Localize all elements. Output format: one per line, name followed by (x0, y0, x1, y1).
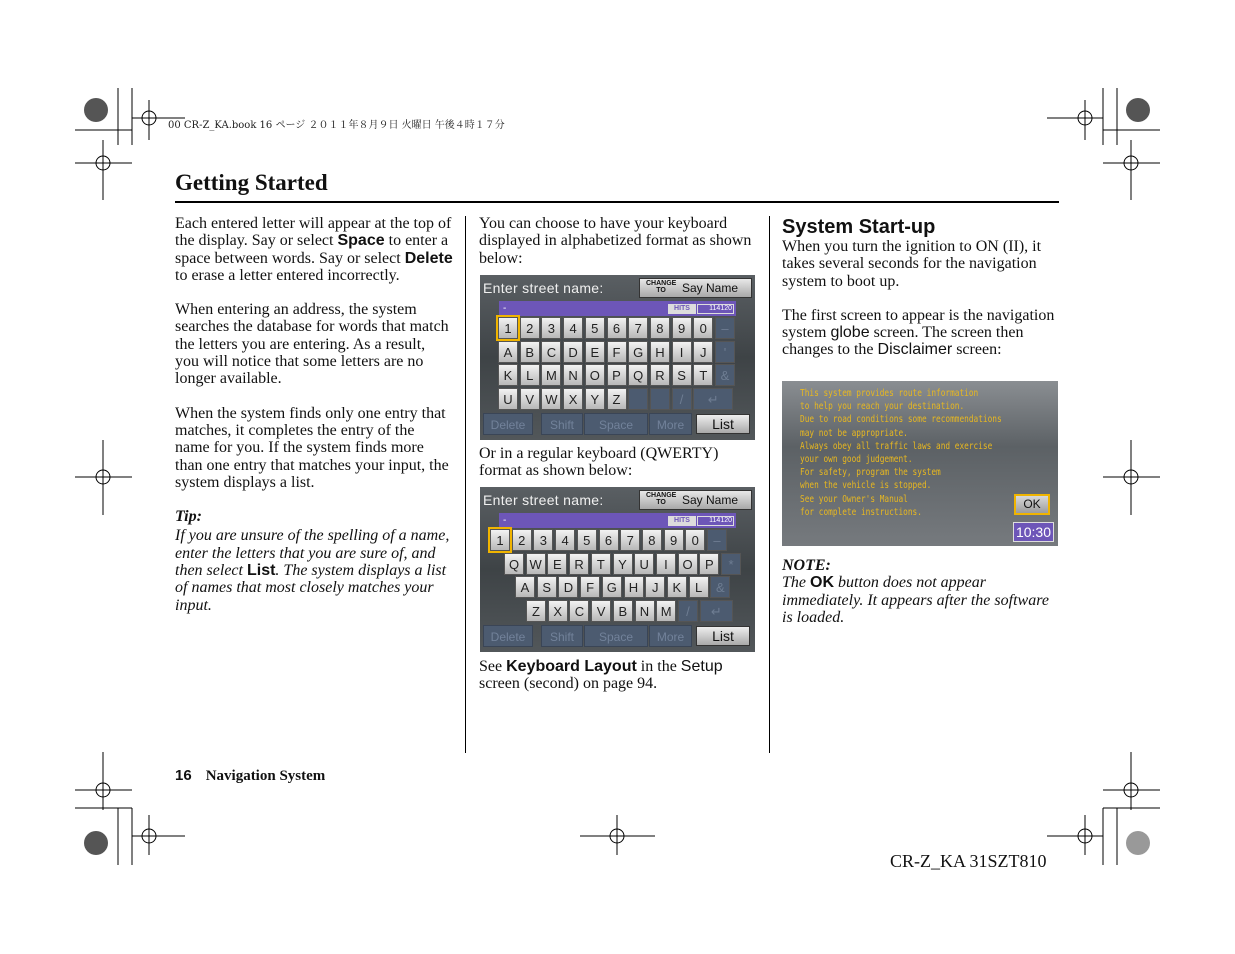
paragraph: When you turn the ignition to ON (II), it takes several seconds for the navigation system to boot up. (782, 238, 1042, 290)
shift-button: Shift (541, 413, 583, 435)
key-U[interactable]: U (634, 553, 654, 575)
key-T[interactable]: T (591, 553, 611, 575)
page-title: Getting Started (175, 170, 328, 195)
key-A[interactable]: A (498, 341, 518, 363)
disclaimer-line: when the vehicle is stopped. (800, 480, 932, 492)
key-&: & (715, 364, 735, 386)
key-C[interactable]: C (541, 341, 561, 363)
key-7[interactable]: 7 (620, 529, 640, 551)
key-W[interactable]: W (526, 553, 546, 575)
entry-cursor: - (503, 303, 507, 314)
key-V[interactable]: V (591, 600, 611, 622)
key-4[interactable]: 4 (563, 317, 583, 339)
key-F[interactable]: F (607, 341, 627, 363)
key-K[interactable]: K (498, 364, 518, 386)
key-0[interactable]: 0 (693, 317, 713, 339)
key-E[interactable]: E (547, 553, 567, 575)
key-N[interactable]: N (563, 364, 583, 386)
key-D[interactable]: D (563, 341, 583, 363)
key-E[interactable]: E (585, 341, 605, 363)
entry-field[interactable] (499, 513, 736, 528)
key-0[interactable]: 0 (685, 529, 705, 551)
key-↵: ↵ (693, 388, 733, 410)
more-button: More (649, 413, 692, 435)
disclaimer-line: may not be appropriate. (800, 427, 908, 439)
column-3 (782, 216, 1062, 376)
paragraph: The first screen to appear is the navigation system globe screen. The screen then changes to the Disclaimer screen: (782, 306, 1055, 359)
entry-field[interactable] (499, 301, 736, 316)
key-&: & (710, 576, 730, 598)
key-X[interactable]: X (548, 600, 568, 622)
column-1 (175, 215, 453, 631)
prompt-label: Enter street name: (483, 280, 604, 296)
key-G[interactable]: G (602, 576, 622, 598)
more-button: More (649, 625, 692, 647)
key-4[interactable]: 4 (555, 529, 575, 551)
key-L[interactable]: L (520, 364, 540, 386)
key-H[interactable]: H (650, 341, 670, 363)
key-W[interactable]: W (541, 388, 561, 410)
key-↵: ↵ (700, 600, 733, 622)
note-label: NOTE: (782, 557, 831, 574)
key-J[interactable]: J (645, 576, 665, 598)
key-K[interactable]: K (667, 576, 687, 598)
ok-button[interactable]: OK (1014, 494, 1050, 515)
column-divider (769, 216, 770, 753)
key-/: / (672, 388, 692, 410)
key-blank (628, 388, 648, 410)
key-S[interactable]: S (537, 576, 557, 598)
key-A[interactable]: A (515, 576, 535, 598)
key-R[interactable]: R (650, 364, 670, 386)
note-text: The OK button does not appear immediately. It appears after the software is loaded. (782, 574, 1049, 626)
paragraph: When entering an address, the system searches the database for words that match the letters you are entering. As a result, you will notice that some letters are no longer available. (175, 301, 449, 388)
key-R[interactable]: R (569, 553, 589, 575)
key-N[interactable]: N (635, 600, 655, 622)
change-to-label: CHANGE TO (646, 492, 677, 506)
alphabet-keyboard-screen (480, 275, 755, 440)
key-Y[interactable]: Y (613, 553, 633, 575)
key-8[interactable]: 8 (650, 317, 670, 339)
list-button[interactable]: List (696, 414, 750, 434)
tip-label: Tip: (175, 508, 202, 526)
delete-button: Delete (483, 413, 533, 435)
print-header: 00 CR-Z_KA.book 16 ページ ２０１１年８月９日 火曜日 午後４時１７分 (168, 120, 505, 131)
hits-count: 114120 (697, 304, 734, 314)
page-footer (175, 767, 325, 785)
key-9[interactable]: 9 (672, 317, 692, 339)
key-J[interactable]: J (693, 341, 713, 363)
key-Q[interactable]: Q (504, 553, 524, 575)
key-–: – (715, 317, 735, 339)
key-blank (650, 388, 670, 410)
change-to-say-name-button[interactable] (639, 490, 752, 510)
disclaimer-line: for complete instructions. (800, 506, 922, 518)
shift-button: Shift (541, 625, 583, 647)
see-reference: See Keyboard Layout in the Setup screen (second) on page 94. (479, 658, 723, 693)
key-Z[interactable]: Z (607, 388, 627, 410)
say-name-label: Say Name (682, 493, 739, 507)
key-Z[interactable]: Z (526, 600, 546, 622)
qwerty-keyboard-screen (480, 487, 755, 652)
disclaimer-line: to help you reach your destination. (800, 401, 965, 413)
title-rule (175, 201, 1059, 203)
key-H[interactable]: H (624, 576, 644, 598)
key-L[interactable]: L (689, 576, 709, 598)
key-B[interactable]: B (520, 341, 540, 363)
key-/: / (678, 600, 698, 622)
key-V[interactable]: V (520, 388, 540, 410)
key-G[interactable]: G (628, 341, 648, 363)
key-': ' (715, 341, 735, 363)
qwerty-intro: Or in a regular keyboard (QWERTY) format as shown below: (479, 445, 719, 480)
key-8[interactable]: 8 (642, 529, 662, 551)
key-9[interactable]: 9 (664, 529, 684, 551)
key-5[interactable]: 5 (585, 317, 605, 339)
disclaimer-text (800, 387, 1002, 519)
key-O[interactable]: O (678, 553, 698, 575)
disclaimer-line: See your Owner's Manual (800, 493, 908, 505)
hits-count: 114120 (697, 516, 734, 526)
key-T[interactable]: T (693, 364, 713, 386)
key-2[interactable]: 2 (512, 529, 532, 551)
key-P[interactable]: P (607, 364, 627, 386)
key-B[interactable]: B (613, 600, 633, 622)
page-number: 16 (175, 767, 192, 784)
clock: 10:30 (1013, 522, 1054, 542)
disclaimer-line: For safety, program the system (800, 467, 941, 479)
hits-label: HITS (668, 304, 696, 314)
key-3[interactable]: 3 (541, 317, 561, 339)
keyboard-intro: You can choose to have your keyboard displayed in alphabetized format as shown below: (479, 215, 752, 267)
say-name-label: Say Name (682, 281, 739, 295)
space-button: Space (584, 413, 648, 435)
key-6[interactable]: 6 (599, 529, 619, 551)
key-2[interactable]: 2 (520, 317, 540, 339)
column-divider (465, 216, 466, 753)
disclaimer-line: your own good judgement. (800, 454, 913, 466)
section-heading: System Start-up (782, 216, 936, 238)
disclaimer-screen (782, 381, 1058, 546)
key-3[interactable]: 3 (533, 529, 553, 551)
hits-label: HITS (668, 516, 696, 526)
note (782, 557, 1062, 626)
key-*: * (721, 553, 741, 575)
key-7[interactable]: 7 (628, 317, 648, 339)
entry-cursor: - (503, 515, 507, 526)
key-I[interactable]: I (672, 341, 692, 363)
list-button[interactable]: List (696, 626, 750, 646)
key-I[interactable]: I (656, 553, 676, 575)
paragraph: Each entered letter will appear at the top of the display. Say or select Space to enter a space between words. Say or select Delete to erase a letter entered incorrectly. (175, 215, 453, 284)
key-Y[interactable]: Y (585, 388, 605, 410)
change-to-say-name-button[interactable] (639, 278, 752, 298)
document-code: CR-Z_KA 31SZT810 (890, 851, 1047, 871)
key-S[interactable]: S (672, 364, 692, 386)
delete-button: Delete (483, 625, 533, 647)
key-Q[interactable]: Q (628, 364, 648, 386)
key-O[interactable]: O (585, 364, 605, 386)
disclaimer-line: Due to road conditions some recommendations (800, 414, 1002, 426)
disclaimer-line: This system provides route information (800, 388, 979, 399)
key-M[interactable]: M (541, 364, 561, 386)
disclaimer-line: Always obey all traffic laws and exercise (800, 440, 993, 452)
space-button: Space (584, 625, 648, 647)
tip-text: If you are unsure of the spelling of a name, enter the letters that you are sure of, and then select List. The system displays a list of names that most closely matches your input. (175, 527, 450, 614)
key-1[interactable]: 1 (498, 317, 518, 339)
key-U[interactable]: U (498, 388, 518, 410)
paragraph: When the system finds only one entry that matches, it completes the entry of the name for you. If the system finds more than one entry that matches your input, the system displays a list. (175, 404, 449, 491)
key-5[interactable]: 5 (577, 529, 597, 551)
key-C[interactable]: C (569, 600, 589, 622)
key-1[interactable]: 1 (490, 529, 510, 551)
key-P[interactable]: P (699, 553, 719, 575)
key-–: – (707, 529, 727, 551)
key-D[interactable]: D (558, 576, 578, 598)
key-F[interactable]: F (580, 576, 600, 598)
key-M[interactable]: M (656, 600, 676, 622)
prompt-label: Enter street name: (483, 492, 604, 508)
key-6[interactable]: 6 (607, 317, 627, 339)
section-name: Navigation System (205, 768, 326, 784)
change-to-label: CHANGE TO (646, 280, 677, 294)
key-X[interactable]: X (563, 388, 583, 410)
